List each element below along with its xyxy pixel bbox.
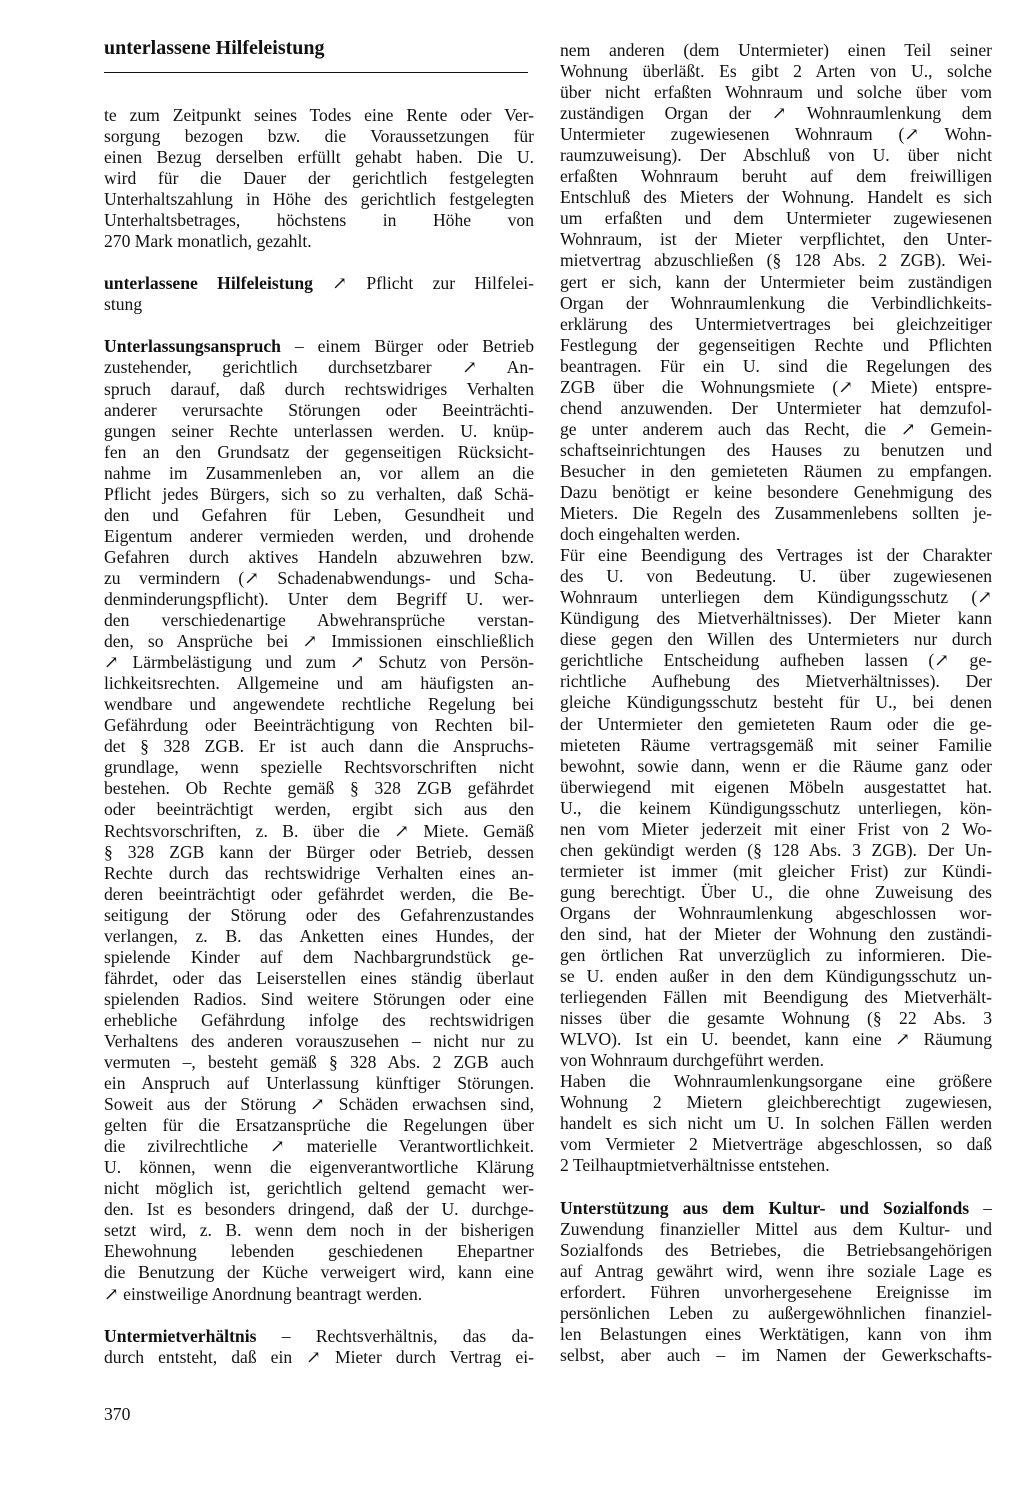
text-line — [104, 1199, 534, 1220]
line-text: Mieters. Die Regeln des Zusammenlebens sollten je- — [560, 503, 992, 524]
text-line — [104, 1326, 534, 1347]
line-text: Rechtsvorschriften, z. B. über die ↗ Miete. Gemäß — [104, 820, 534, 841]
line-text: 2 Teilhauptmietverhältnisse entstehen. — [560, 1155, 830, 1176]
text-line — [560, 966, 992, 987]
line-text: nisses über die gesamte Wohnung (§ 22 Abs. 3 — [560, 1008, 992, 1029]
line-text: – — [969, 1197, 992, 1218]
line-text: sorgung bezogen bzw. die Voraussetzungen für — [104, 126, 534, 147]
line-text: verlangen, z. B. das Anketten eines Hundes, der — [104, 925, 534, 946]
text-line — [560, 861, 992, 882]
text-line — [560, 461, 992, 482]
text-line — [104, 778, 534, 799]
text-line — [560, 1050, 992, 1071]
text-line — [104, 231, 534, 252]
text-line — [560, 840, 992, 861]
line-text: len Belastungen eines Werktätigen, kann von ihm — [560, 1323, 992, 1344]
line-text: anderer verursachte Störungen oder Beeinträchti- — [104, 399, 534, 420]
text-line — [560, 1113, 992, 1134]
text-line — [560, 714, 992, 735]
text-line — [560, 945, 992, 966]
text-line — [104, 715, 534, 736]
line-text: – einem Bürger oder Betrieb — [280, 336, 534, 357]
line-text: Eigentum anderer vermieden werden, und drohende — [104, 525, 534, 546]
text-line — [560, 503, 992, 524]
line-text: se U. enden außer in den dem Kündigungsschutz un- — [560, 966, 992, 987]
text-line — [104, 294, 534, 315]
line-text: richtliche Aufhebung des Mietverhältnisses). Der — [560, 671, 992, 692]
line-text: von Wohnraum durchgeführt werden. — [560, 1050, 825, 1071]
line-text: chend anzuwenden. Der Untermieter hat demzufol- — [560, 397, 992, 418]
paragraph-gap — [104, 252, 534, 273]
line-text: ↗ einstweilige Anordnung beantragt werden. — [104, 1283, 423, 1304]
line-text: Unterhaltszahlung in Höhe des gerichtlich festgelegten — [104, 189, 534, 210]
text-line — [104, 799, 534, 820]
line-text: gungen seiner Rechte unterlassen werden. U. knüp- — [104, 420, 534, 441]
line-text: bewohnt, sowie dann, wenn er die Räume ganz oder — [560, 755, 992, 776]
text-line — [560, 440, 992, 461]
line-text: auf Antrag gewährt wird, wenn ihre soziale Lage es — [560, 1260, 992, 1281]
right-column — [560, 40, 992, 1366]
text-line — [560, 103, 992, 124]
line-text: Gefährdung oder Beeinträchtigung von Rechten bil- — [104, 715, 534, 736]
text-line — [560, 40, 992, 61]
line-text: erhebliche Gefährdung infolge des rechtswidrigen — [104, 1009, 534, 1030]
text-line — [104, 1094, 534, 1115]
line-text: fen an den Grundsatz der gegenseitigen Rücksicht- — [104, 441, 534, 462]
text-line — [104, 189, 534, 210]
line-text: Sozialfonds des Betriebes, die Betriebsangehörigen — [560, 1239, 992, 1260]
line-text: persönlichen Leben zu außergewöhnlichen finanziel- — [560, 1302, 992, 1323]
line-text: zustehender, gerichtlich durchsetzbarer ↗ An- — [104, 357, 534, 378]
line-text: nem anderen (dem Untermieter) einen Teil seiner — [560, 40, 992, 60]
line-text: raumzuweisung). Der Abschluß von U. über nicht — [560, 145, 992, 166]
line-text: Rechte durch das rechtswidrige Verhalten eines an- — [104, 862, 534, 883]
text-line — [104, 1262, 534, 1283]
line-text: über nicht erfaßten Wohnraum und solche über vom — [560, 82, 992, 103]
text-line — [560, 229, 992, 250]
line-text: den verschiedenartige Abwehransprüche verstan- — [104, 610, 534, 631]
line-text: Unterhaltsbetrages, höchstens in Höhe von — [104, 210, 534, 231]
text-line — [104, 757, 534, 778]
line-text: Ehewohnung lebenden geschiedenen Ehepartner — [104, 1241, 534, 1262]
line-text: – Rechtsverhältnis, das da- — [256, 1325, 534, 1346]
text-line — [104, 336, 534, 357]
line-text: den sind, hat der Mieter der Wohnung den zuständi- — [560, 923, 992, 944]
line-text: vom Vermieter 2 Mietverträge abgeschlossen, so daß — [560, 1134, 992, 1155]
line-text: durch entsteht, daß ein ↗ Mieter durch Vertrag ei- — [104, 1346, 534, 1367]
line-text: WLVO). Ist ein U. beendet, kann eine ↗ Räumung — [560, 1029, 992, 1050]
line-text: selbst, aber auch – im Namen der Gewerkschafts- — [560, 1344, 992, 1365]
paragraph-gap — [560, 1177, 992, 1198]
line-text: chen gekündigt werden (§ 128 Abs. 3 ZGB). Der Un- — [560, 839, 992, 860]
text-line — [560, 1324, 992, 1345]
line-text: Wohnraum unterliegen dem Kündigungsschutz (↗ — [560, 587, 992, 608]
text-line — [104, 842, 534, 863]
line-text: gung berechtigt. Über U., die ohne Zuweisung des — [560, 881, 992, 902]
text-line — [560, 798, 992, 819]
line-text: den. Ist es besonders dringend, daß der U. durchge- — [104, 1199, 534, 1220]
entry-headword: Unterlassungsanspruch — [104, 336, 281, 357]
line-text: Kündigung des Mietverhältnisses). Der Mieter kann — [560, 608, 992, 629]
line-text: gert er sich, kann der Untermieter beim zuständigen — [560, 271, 992, 292]
text-line — [104, 1010, 534, 1031]
text-line — [560, 566, 992, 587]
line-text: ZGB über die Wohnungsmiete (↗ Miete) entspre- — [560, 376, 992, 397]
text-line — [104, 484, 534, 505]
text-line — [560, 1029, 992, 1050]
text-line — [560, 524, 992, 545]
line-text: Wohnraum, ist der Mieter verpflichtet, den Unter- — [560, 229, 992, 250]
text-line — [560, 293, 992, 314]
line-text: fährdet, oder das Leiserstellen eines ständig überlaut — [104, 967, 534, 988]
line-text: U. können, wenn die eigenverantwortliche Klärung — [104, 1157, 534, 1178]
text-line — [104, 947, 534, 968]
left-column — [104, 105, 534, 1368]
line-text: zuständigen Organ der ↗ Wohnraumlenkung dem — [560, 103, 992, 124]
text-line — [104, 1052, 534, 1073]
line-text: terliegenden Fällen mit Beendigung des Mietverhält- — [560, 987, 992, 1008]
line-text: erfordert. Führen unvorhergesehene Ereignisse im — [560, 1281, 992, 1302]
line-text: den, so Ansprüche bei ↗ Immissionen einschließlich — [104, 631, 534, 652]
text-line — [560, 587, 992, 608]
text-line — [104, 1284, 534, 1305]
text-line — [104, 926, 534, 947]
line-text: wendbare und angewendete rechtliche Regelung bei — [104, 694, 534, 715]
line-text: spielende Kinder auf dem Nachbargrundstück ge- — [104, 946, 534, 967]
text-line — [560, 419, 992, 440]
line-text: te zum Zeitpunkt seines Todes eine Rente oder Ver- — [104, 105, 534, 125]
text-line — [560, 482, 992, 503]
line-text: termieter ist immer (mit gleicher Frist) zur Kündi- — [560, 860, 992, 881]
line-text: bestehen. Ob Rechte gemäß § 328 ZGB gefährdet — [104, 778, 534, 799]
text-line — [104, 968, 534, 989]
line-text: ↗ Pflicht zur Hilfelei- — [312, 273, 534, 294]
line-text: erfaßten Wohnraum beruht auf dem freiwilligen — [560, 166, 992, 187]
text-line — [560, 882, 992, 903]
text-line — [104, 421, 534, 442]
line-text: Wohnung 2 Mietern gleichberechtigt zugewiesen, — [560, 1092, 992, 1113]
line-text: Haben die Wohnraumlenkungsorgane eine größere — [560, 1071, 992, 1092]
line-text: oder beeinträchtigt werden, ergibt sich aus den — [104, 799, 534, 820]
entry-headword: Untermietverhältnis — [104, 1325, 257, 1346]
paragraph-gap — [104, 1305, 534, 1326]
text-line — [560, 145, 992, 166]
line-text: Festlegung der gegenseitigen Rechte und Pflichten — [560, 334, 992, 355]
line-text: einen Bezug derselben erfüllt gehabt haben. Die U. — [104, 147, 534, 168]
text-line — [104, 1220, 534, 1241]
line-text: Für eine Beendigung des Vertrages ist der Charakter — [560, 545, 992, 566]
line-text: Zuwendung finanzieller Mittel aus dem Kultur- und — [560, 1218, 992, 1239]
line-text: den und Gefahren für Leben, Gesundheit und — [104, 504, 534, 525]
line-text: doch eingehalten werden. — [560, 524, 741, 545]
line-text: nicht möglich ist, gerichtlich geltend gemacht wer- — [104, 1178, 534, 1199]
text-line — [104, 1178, 534, 1199]
text-line — [560, 82, 992, 103]
text-line — [560, 1134, 992, 1155]
text-line — [104, 1347, 534, 1368]
text-line — [560, 1008, 992, 1029]
line-text: Verhaltens des anderen vorauszusehen – nicht nur zu — [104, 1030, 534, 1051]
text-line — [560, 692, 992, 713]
line-text: beantragen. Für ein U. sind die Regelungen des — [560, 355, 992, 376]
page-number: 370 — [104, 1404, 131, 1424]
text-line — [104, 821, 534, 842]
text-line — [104, 357, 534, 378]
line-text: der Untermieter den gemieteten Raum oder die ge- — [560, 713, 992, 734]
text-line — [560, 608, 992, 629]
line-text: Organ der Wohnraumlenkung die Verbindlichkeits- — [560, 292, 992, 313]
text-line — [104, 547, 534, 568]
line-text: schaftseinrichtungen des Hauses zu benutzen und — [560, 439, 992, 460]
text-line — [560, 987, 992, 1008]
text-line — [104, 1073, 534, 1094]
line-text: Pflicht jedes Bürgers, sich so zu verhalten, daß Schä- — [104, 483, 534, 504]
text-line — [104, 736, 534, 757]
text-line — [104, 1031, 534, 1052]
entry-headword: unterlassene Hilfeleistung — [104, 273, 313, 294]
text-line — [560, 124, 992, 145]
header-title: unterlassene Hilfeleistung — [104, 37, 325, 59]
line-text: lichkeitsrechten. Allgemeine und am häufigsten an- — [104, 673, 534, 694]
paragraph-gap — [104, 315, 534, 336]
text-line — [560, 777, 992, 798]
text-line — [104, 168, 534, 189]
line-text: diese gegen den Willen des Untermieters nur durch — [560, 629, 992, 650]
text-line — [104, 147, 534, 168]
line-text: gerichtliche Entscheidung aufheben lassen (↗ ge- — [560, 650, 992, 671]
text-line — [104, 505, 534, 526]
text-line — [560, 208, 992, 229]
text-line — [104, 589, 534, 610]
line-text: nen vom Mieter jederzeit mit einer Frist von 2 Wo- — [560, 818, 992, 839]
line-text: stung — [104, 294, 143, 315]
text-line — [104, 526, 534, 547]
text-line — [560, 187, 992, 208]
text-line — [104, 463, 534, 484]
text-line — [560, 1092, 992, 1113]
line-text: Dazu benötigt er keine besondere Genehmigung des — [560, 481, 992, 502]
line-text: überwiegend mit eigenen Möbeln ausgestattet hat. — [560, 776, 992, 797]
text-line — [560, 545, 992, 566]
line-text: Entschluß des Mieters der Wohnung. Handelt es sich — [560, 187, 992, 208]
text-line — [560, 61, 992, 82]
text-line — [560, 250, 992, 271]
line-text: mieteten Räume vertragsgemäß mit seiner Familie — [560, 734, 992, 755]
line-text: die zivilrechtliche ↗ materielle Verantwortlichkeit. — [104, 1136, 534, 1157]
text-line — [560, 1071, 992, 1092]
line-text: Besucher in den gemieteten Räumen zu empfangen. — [560, 460, 992, 481]
text-line — [560, 1282, 992, 1303]
text-line — [560, 924, 992, 945]
line-text: Organs der Wohnraumlenkung abgeschlossen wor- — [560, 902, 992, 923]
line-text: det § 328 ZGB. Er ist auch dann die Anspruchs- — [104, 736, 534, 757]
line-text: wird für die Dauer der gerichtlich festgelegten — [104, 168, 534, 189]
text-line — [104, 210, 534, 231]
text-line — [104, 400, 534, 421]
text-line — [560, 272, 992, 293]
line-text: die Benutzung der Küche verweigert wird, kann eine — [104, 1262, 534, 1283]
text-line — [560, 1155, 992, 1176]
text-line — [560, 671, 992, 692]
text-line — [104, 1136, 534, 1157]
text-line — [104, 905, 534, 926]
text-line — [560, 398, 992, 419]
text-line — [104, 631, 534, 652]
line-text: nahme im Zusammenleben an, vor allem an die — [104, 462, 534, 483]
line-text: erklärung des Untermietvertrages bei gleichzeitiger — [560, 313, 992, 334]
text-line — [104, 126, 534, 147]
line-text: spruch darauf, daß durch rechtswidriges Verhalten — [104, 378, 534, 399]
line-text: ↗ Lärmbelästigung und zum ↗ Schutz von Persön- — [104, 652, 534, 673]
text-line — [560, 377, 992, 398]
text-line — [560, 335, 992, 356]
line-text: um erfaßten und dem Untermieter zugewiesenen — [560, 208, 992, 229]
text-line — [104, 105, 534, 126]
text-line — [104, 1115, 534, 1136]
line-text: Untermieter zugewiesenen Wohnraum (↗ Wohn- — [560, 124, 992, 145]
text-line — [560, 1303, 992, 1324]
text-line — [104, 652, 534, 673]
text-line — [560, 629, 992, 650]
text-line — [560, 1219, 992, 1240]
line-text: gen örtlichen Rat unverzüglich zu informieren. Die- — [560, 945, 992, 966]
line-text: U., die keinem Kündigungsschutz unterliegen, kön- — [560, 797, 992, 818]
text-line — [560, 314, 992, 335]
text-line — [560, 735, 992, 756]
line-text: § 328 ZGB kann der Bürger oder Betrieb, dessen — [104, 841, 534, 862]
text-line — [104, 568, 534, 589]
text-line — [560, 650, 992, 671]
running-header — [104, 36, 528, 73]
line-text: setzt wird, z. B. wenn dem noch in der bisherigen — [104, 1220, 534, 1241]
text-line — [104, 442, 534, 463]
text-line — [560, 1198, 992, 1219]
text-line — [560, 903, 992, 924]
text-line — [104, 1241, 534, 1262]
line-text: zu vermindern (↗ Schadenabwendungs- und Scha- — [104, 567, 534, 588]
text-line — [104, 694, 534, 715]
line-text: mietvertrag abzuschließen (§ 128 Abs. 2 ZGB). Wei- — [560, 250, 992, 271]
line-text: ein Anspruch auf Unterlassung künftiger Störungen. — [104, 1073, 534, 1094]
text-line — [560, 1261, 992, 1282]
line-text: grundlage, wenn spezielle Rechtsvorschriften nicht — [104, 757, 534, 778]
text-line — [104, 379, 534, 400]
text-line — [104, 884, 534, 905]
line-text: Wohnung überläßt. Es gibt 2 Arten von U., solche — [560, 61, 992, 82]
text-line — [104, 673, 534, 694]
text-line — [560, 1345, 992, 1366]
line-text: des U. von Bedeutung. U. über zugewiesenen — [560, 566, 992, 587]
entry-headword: Unterstützung aus dem Kultur- und Sozialfonds — [560, 1197, 970, 1218]
text-line — [104, 989, 534, 1010]
text-line — [104, 610, 534, 631]
line-text: denminderungspflicht). Unter dem Begriff U. wer- — [104, 588, 534, 609]
text-line — [104, 1157, 534, 1178]
text-line — [560, 166, 992, 187]
text-line — [560, 756, 992, 777]
text-line — [560, 819, 992, 840]
line-text: seitigung der Störung oder des Gefahrenzustandes — [104, 904, 534, 925]
line-text: deren beeinträchtigt oder gefährdet werden, die Be- — [104, 883, 534, 904]
line-text: Soweit aus der Störung ↗ Schäden erwachsen sind, — [104, 1094, 534, 1115]
line-text: handelt es sich nicht um U. In solchen Fällen werden — [560, 1113, 992, 1134]
text-line — [560, 356, 992, 377]
text-line — [104, 863, 534, 884]
text-line — [560, 1240, 992, 1261]
text-line — [104, 273, 534, 294]
line-text: gleiche Kündigungsschutz besteht für U., bei denen — [560, 692, 992, 713]
line-text: ge unter anderem auch das Recht, die ↗ Gemein- — [560, 418, 992, 439]
line-text: vermuten –, besteht gemäß § 328 Abs. 2 ZGB auch — [104, 1052, 534, 1073]
line-text: gelten für die Ersatzansprüche die Regelungen über — [104, 1115, 534, 1136]
line-text: spielenden Radios. Sind weitere Störungen oder eine — [104, 988, 534, 1009]
line-text: Gefahren durch aktives Handeln abzuwehren bzw. — [104, 546, 534, 567]
line-text: 270 Mark monatlich, gezahlt. — [104, 231, 312, 252]
